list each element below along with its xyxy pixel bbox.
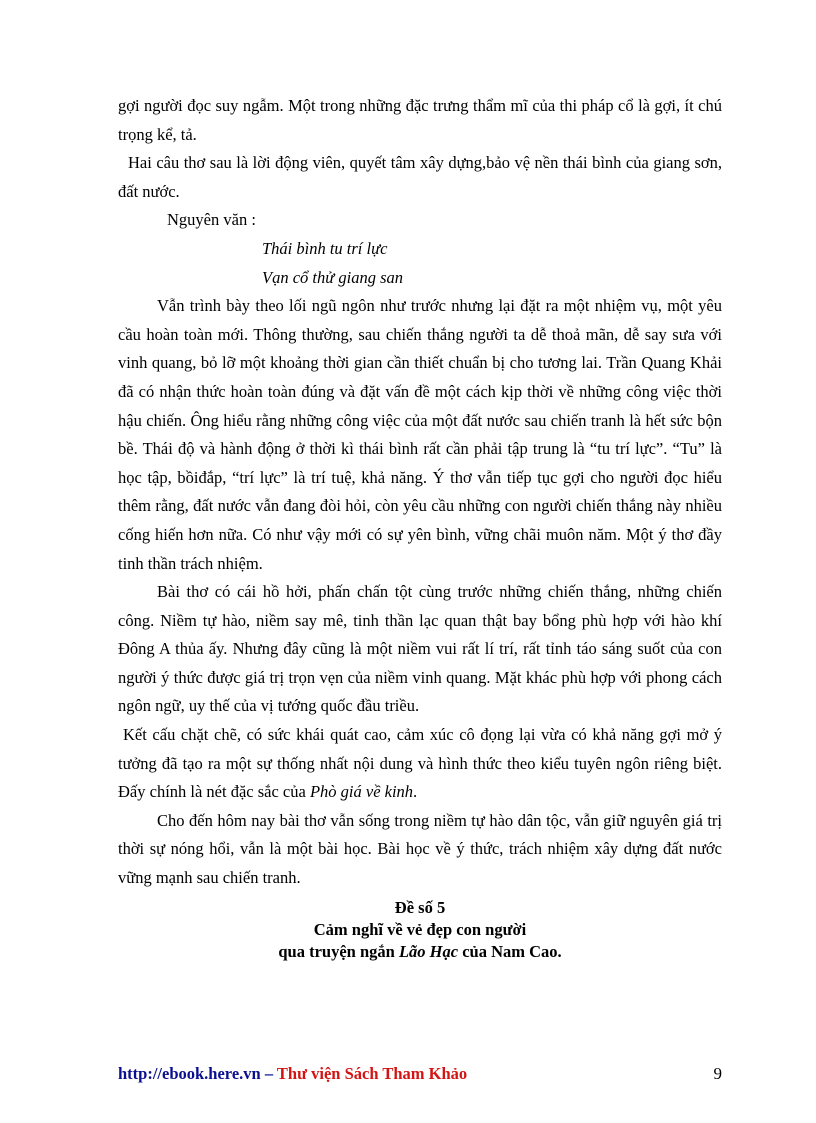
paragraph-6-end: . — [413, 782, 418, 802]
verse-line-2: Vạn cổ thử giang san — [262, 267, 403, 287]
document-page — [118, 92, 722, 963]
paragraph-7: Cho đến hôm nay bài thơ vẫn sống trong niềm tự hào dân tộc, vẫn giữ nguyên giá trị thời sự nóng hổi, vẫn là một bài học. Bài học về ý thức, trách nhiệm xây dựng đất nước vững mạnh sau chiến tranh. — [118, 810, 722, 888]
section-title: Cảm nghĩ về vẻ đẹp con người — [313, 919, 527, 939]
section-number: Đề số 5 — [394, 897, 446, 917]
subtitle-prefix: qua truyện ngắn — [278, 941, 399, 961]
paragraph-1: gợi người đọc suy ngẫm. Một trong những đặc trưng thẩm mĩ của thi pháp cổ là gợi, ít chú trọng kể, tả. — [118, 96, 722, 144]
paragraph-6-text: Kết cấu chặt chẽ, có sức khái quát cao, cảm xúc cô đọng lại vừa có khả năng gợi mở ý tưởng đã tạo ra một sự thống nhất nội dung và hình thức theo kiểu tuyên ngôn riêng biệt. Đấy chính là nét đặc sắc của — [118, 725, 722, 802]
footer-link[interactable]: http://ebook.here.vn — [118, 1064, 261, 1083]
story-title: Lão Hạc — [398, 941, 459, 961]
poem-title: Phò giá về kinh — [309, 782, 414, 802]
section-subtitle — [118, 941, 722, 963]
page-number: 9 — [713, 1064, 722, 1083]
footer-separator: – — [260, 1064, 277, 1083]
paragraph-6 — [118, 721, 722, 807]
subtitle-suffix: của Nam Cao. — [458, 941, 562, 961]
page-footer — [118, 1064, 722, 1088]
footer-library-name: Thư viện Sách Tham Khảo — [276, 1064, 468, 1083]
original-text-label: Nguyên văn : — [167, 210, 256, 230]
paragraph-4: Vẫn trình bày theo lối ngũ ngôn như trước nhưng lại đặt ra một nhiệm vụ, một yêu cầu hoàn toàn mới. Thông thường, sau chiến thắng người ta dễ thoả mãn, dễ say sưa với vinh quang, bỏ lỡ một khoảng thời gian cần thiết chuẩn bị cho tương lai. Trần Quang Khải đã có nhận thức hoàn toàn đúng và đặt vấn đề một cách kịp thời về những công việc thời hậu chiến. Ông hiểu rằng những công việc của một đất nước sau chiến tranh là hết sức bộn bề. Thái độ và hành động ở thời kì thái bình rất cần phải tập trung là “tu trí lực”. “Tu” là học tập, bồiđắp, “trí lực” là trí tuệ, khả năng. Ý thơ vẫn tiếp tục gợi cho người đọc hiểu thêm rằng, đất nước vẫn đang đòi hỏi, còn yêu cầu những con người chiến thắng này nhiều cống hiến hơn nữa. Có như vậy mới có sự yên bình, vững chãi muôn năm. Một ý thơ đầy tinh thần trách nhiệm. — [118, 296, 722, 573]
paragraph-2: Hai câu thơ sau là lời động viên, quyết tâm xây dựng,bảo vệ nền thái bình của giang sơn, đất nước. — [118, 153, 722, 201]
verse-line-1: Thái bình tu trí lực — [262, 238, 388, 258]
paragraph-5: Bài thơ có cái hồ hởi, phấn chấn tột cùng trước những chiến thắng, những chiến công. Niềm tự hào, niềm say mê, tinh thần lạc quan thật bay bổng phù hợp với hào khí Đông A thủa ấy. Nhưng đây cũng là một niềm vui rất lí trí, rất tỉnh táo sáng suốt của con người ý thức được giá trị trọn vẹn của niềm vinh quang. Mặt khác phù hợp với phong cách ngôn ngữ, uy thế của vị tướng quốc đầu triều. — [118, 582, 722, 716]
